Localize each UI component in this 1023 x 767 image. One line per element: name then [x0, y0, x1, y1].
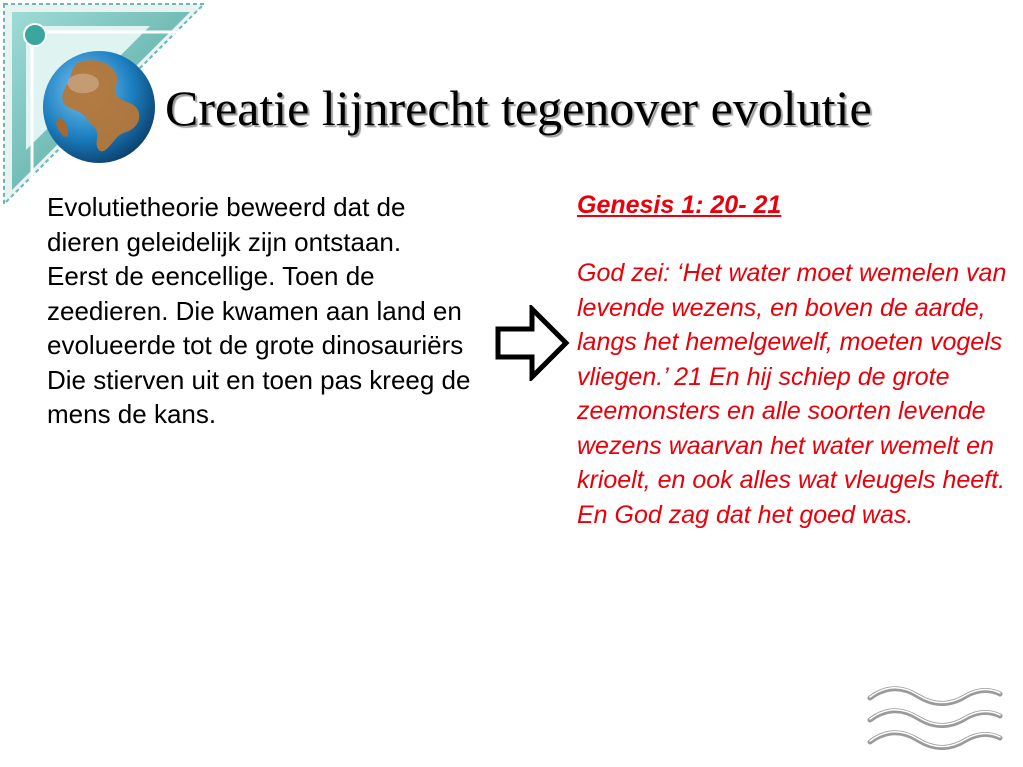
genesis-quote: God zei: ‘Het water moet wemelen van levende wezens, en boven de aarde, langs het hemelgewelf, moeten vogels vliegen.’ 21 En hij schiep de grote zeemonsters en alle soorten levende wezens waarvan het water wemelt en krioelt, en ook alles wat vleugels heeft. En God zag dat het goed was. [577, 259, 1007, 529]
evolution-text [47, 190, 477, 432]
evolution-paragraph-2: Eerst de eencellige. Toen de zeedieren. Die kwamen aan land en evolueerde tot de grote dinosauriërs Die stierven uit en toen pas kreeg de mens de kans. [47, 261, 471, 429]
waves-icon [866, 684, 1004, 750]
slide-title: Creatie lijnrecht tegenover evolutie [165, 80, 872, 136]
arrow-right-icon [494, 305, 570, 381]
globe-icon [40, 48, 158, 166]
evolution-paragraph-1: Evolutietheorie beweerd dat de dieren geleidelijk zijn ontstaan. [47, 192, 406, 257]
genesis-reference: Genesis 1: 20- 21 [577, 191, 782, 219]
